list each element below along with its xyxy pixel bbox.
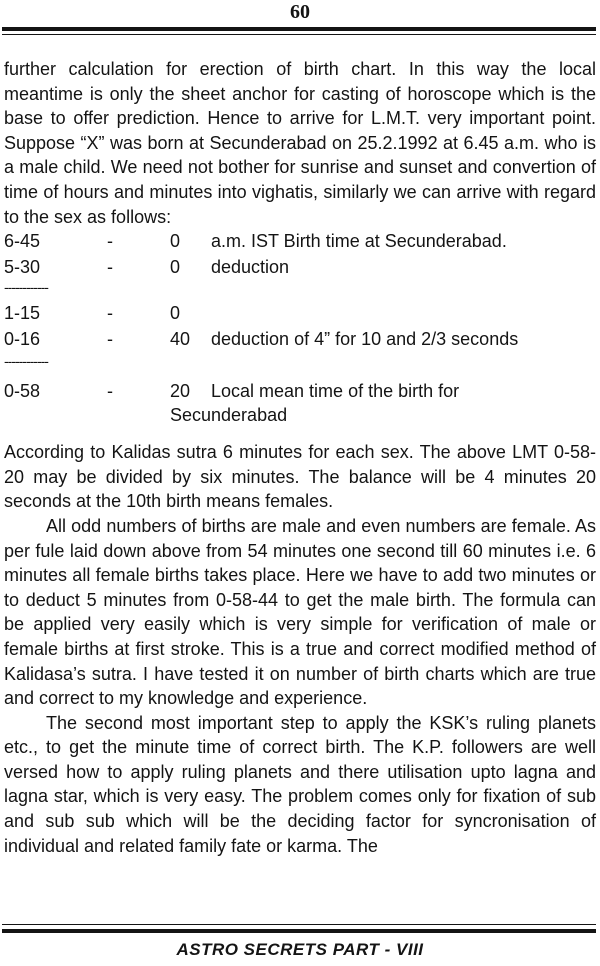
calc-row-5-dash: -: [107, 381, 113, 402]
calc-row-2-dash: -: [107, 257, 113, 278]
calc-row-2-desc: deduction: [211, 257, 290, 278]
lmt-calculation: [4, 229, 596, 440]
paragraph-2: According to Kalidas sutra 6 minutes for each sex. The above LMT 0-58-20 may be divided by six minutes. The balance will be 4 minutes 20 seconds at the 10th birth means females.: [4, 442, 596, 512]
page-body: [4, 57, 596, 858]
calc-row-5-desc-cont: Secunderabad: [170, 405, 288, 426]
calc-row-2-b: 0: [170, 257, 181, 278]
calc-row-4-desc: deduction of 4” for 10 and 2/3 seconds: [211, 329, 519, 350]
paragraph-4: The second most important step to apply the KSK’s ruling planets etc., to get the minute time of correct birth. The K.P. followers are well versed how to apply ruling planets and there utilisation upto lagna and lagna star, which is very easy. The problem comes only for fixation of sub and sub sub which will be the deciding factor for syncronisation of individual and related family fate or karma. The: [4, 712, 596, 856]
book-title-footer: ASTRO SECRETS PART - VIII: [176, 940, 424, 959]
calc-separator-2: ------------: [4, 353, 48, 370]
calc-row-5-a: 0-58: [4, 381, 41, 402]
paragraph-1: further calculation for erection of birth chart. In this way the local meantime is only the sheet anchor for casting of horoscope which is the base to offer prediction. Hence to arrive for L.M.T. very important point. Suppose “X” was born at Secunderabad on 25.2.1992 at 6.45 a.m. who is a male child. We need not bother for sunrise and sunset and convertion of time of hours and minutes into vighatis, similarly we can arrive with regard to the sex as follows:: [4, 59, 596, 227]
calc-row-3-a: 1-15: [4, 303, 41, 324]
calc-row-4-a: 0-16: [4, 329, 41, 350]
header-rule-thin: [2, 34, 596, 35]
header-rule-thick: [2, 27, 596, 31]
calc-row-1-a: 6-45: [4, 231, 41, 252]
calc-row-1-b: 0: [170, 231, 181, 252]
calc-separator-1: ------------: [4, 279, 48, 296]
calc-row-3-dash: -: [107, 303, 113, 324]
paragraph-3: All odd numbers of births are male and even numbers are female. As per fule laid down above from 54 minutes one second till 60 minutes i.e. 6 minutes all female births takes place. Here we have to add two minutes or to deduct 5 minutes from 0-58-44 to get the male birth. The formula can be applied very easily which is very simple for verification of male or female births at first stroke. This is a true and correct modified method of Kalidasa’s sutra. I have tested it on number of birth charts which are true and correct to my knowledge and experience.: [4, 515, 596, 709]
calc-row-5-desc: Local mean time of the birth for: [211, 381, 460, 402]
calc-row-2-a: 5-30: [4, 257, 41, 278]
calc-row-3-b: 0: [170, 303, 181, 324]
calc-row-1-desc: a.m. IST Birth time at Secunderabad.: [211, 231, 507, 252]
page-number: 60: [290, 1, 310, 23]
calc-row-5-b: 20: [170, 381, 191, 402]
calc-row-1-dash: -: [107, 231, 113, 252]
footer-rule-thick: [2, 929, 596, 933]
calc-row-4-b: 40: [170, 329, 191, 350]
footer-rule-thin: [2, 924, 596, 925]
calc-row-4-dash: -: [107, 329, 113, 350]
